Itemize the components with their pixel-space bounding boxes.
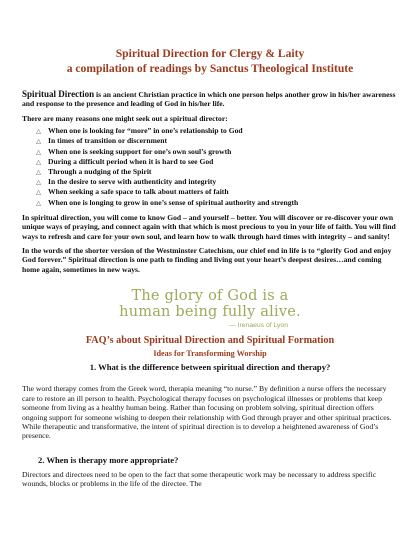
triangle-icon: △ [36,169,41,177]
document-title [22,46,398,76]
reasons-intro: There are many reasons one might seek out a spiritual director: [22,113,228,123]
triangle-icon: △ [36,199,41,207]
list-item [36,177,398,187]
list-item [36,198,398,208]
triangle-icon: △ [36,179,41,187]
reason-text: When one is longing to grow in one’s sense of spiritual authority and strength [48,197,299,207]
faq-heading: FAQ’s about Spiritual Direction and Spiritual Formation [85,335,335,347]
triangle-icon: △ [36,128,41,136]
triangle-icon: △ [36,189,41,197]
faq-subheading: Ideas for Transforming Worship [153,349,267,359]
reason-text: In the desire to serve with authenticity and integrity [48,177,217,187]
list-item [36,187,398,197]
reason-text: In times of transition or discernment [48,136,168,146]
triangle-icon: △ [36,148,41,156]
answer-2-paragraph: Directors and directees need to be open to the fact that some therapeutic work may be necessary to address specific wounds, blocks or problems in the life of the directee. The [22,469,377,489]
answer-1-paragraph: The word therapy comes from the Greek word, therapia meaning “to nurse.” By definition a nurse offers the necessary care to restore an ill person to health. Psychological therapy focuses on psychological illnesses or problems that keep someone from living as a healthy human being. Rather than focusing on problem solving, spiritual direction offers ongoing support for someone wishing to deepen their relationship with God through prayer and other spiritual practices. While therapeutic and transformative, the intent of spiritual direction is to develop a heightened awareness of God’s presence. [22,384,392,441]
question-2-heading: 2. When is therapy more appropriate? [38,454,179,465]
list-item [36,157,398,167]
title-line-1: Spiritual Direction for Clergy & Laity [115,47,305,60]
reason-text: When one is seeking support for one’s own soul’s growth [48,146,232,156]
intro-paragraph [22,90,398,109]
quote-attribution: — Irenaeus of Lyon [228,322,288,330]
paragraph-know-god: In spiritual direction, you will come to know God – and yourself – better. You will discover or re-discover your own unique ways of praying, and connect again with that which is most precious to you in your life of faith. You will find ways to refresh and care for your own soul, and learn how to walk through hard times with integrity – and sanity! [22,212,396,241]
triangle-icon: △ [36,138,41,146]
list-item [36,147,398,157]
list-item [36,126,398,136]
reason-text: When seeking a safe space to talk about matters of faith [48,187,229,197]
reason-text: During a difficult period when it is hard to see God [48,156,214,166]
list-item [36,136,398,146]
quote-line-1: The glory of God is a [131,288,289,305]
intro-lead: Spiritual Direction [22,89,95,99]
list-item [36,167,398,177]
intro-text: is an ancient Christian practice in which one person helps another grow in his/her awareness and response to the presence and leading of God in his/her life. [22,90,396,109]
reason-text: Through a nudging of the Spirit [48,167,152,177]
reasons-list [22,126,398,208]
reason-text: When one is looking for “more” in one’s relationship to God [48,126,243,136]
paragraph-westminster: In the words of the shorter version of the Westminster Catechism, our chief end in life is to “glorify God and enjoy God forever.” Spiritual direction is one path to finding and living out your heart’s deepest desires…and coming home again, sometimes in new ways. [22,246,392,274]
question-1-heading: 1. What is the difference between spiritual direction and therapy? [89,362,331,373]
quote-block [22,288,398,329]
title-line-2: a compilation of readings by Sanctus Theological Institute [66,62,354,75]
triangle-icon: △ [36,158,41,166]
quote-line-2: human being fully alive. [119,304,301,321]
